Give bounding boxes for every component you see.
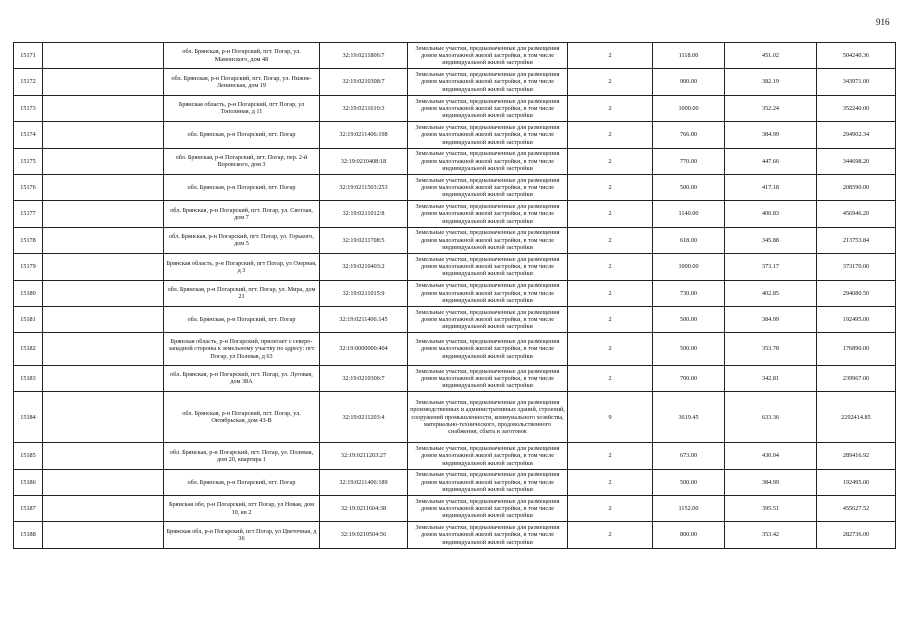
- specific-value-cell: 430.04: [725, 443, 817, 469]
- permitted-use-cell: Земельные участки, предназначенные для размещения домов малоэтажной жилой застройки, в том числе индивидуальной жилой застройки: [408, 43, 568, 69]
- permitted-use-cell: Земельные участки, предназначенные для размещения домов малоэтажной жилой застройки, в том числе индивидуальной жилой застройки: [408, 174, 568, 200]
- row-number-cell: 15180: [14, 280, 43, 306]
- table-row: [14, 174, 896, 200]
- use-group-cell: 2: [568, 522, 653, 548]
- table-row: [14, 254, 896, 280]
- cadastral-value-cell: 456946.20: [817, 201, 896, 227]
- area-cell: 900.00: [653, 69, 725, 95]
- permitted-use-cell: Земельные участки, предназначенные для размещения домов малоэтажной жилой застройки, в том числе индивидуальной жилой застройки: [408, 333, 568, 366]
- blank-cell: [43, 43, 164, 69]
- use-group-cell: 2: [568, 43, 653, 69]
- cadastral-number-cell: 32:19:0210308:7: [320, 69, 408, 95]
- blank-cell: [43, 469, 164, 495]
- permitted-use-cell: Земельные участки, предназначенные для размещения домов малоэтажной жилой застройки, в том числе индивидуальной жилой застройки: [408, 469, 568, 495]
- cadastral-value-cell: 2292414.85: [817, 392, 896, 443]
- area-cell: 766.00: [653, 122, 725, 148]
- cadastral-value-cell: 504240.36: [817, 43, 896, 69]
- cadastral-value-cell: 208590.00: [817, 174, 896, 200]
- use-group-cell: 2: [568, 227, 653, 253]
- address-cell: обл. Брянская, р-н Погарский, пгт. Погар: [164, 122, 320, 148]
- blank-cell: [43, 306, 164, 332]
- area-cell: 1140.00: [653, 201, 725, 227]
- row-number-cell: 15176: [14, 174, 43, 200]
- blank-cell: [43, 174, 164, 200]
- cadastral-value-cell: 373170.00: [817, 254, 896, 280]
- specific-value-cell: 400.83: [725, 201, 817, 227]
- specific-value-cell: 402.85: [725, 280, 817, 306]
- permitted-use-cell: Земельные участки, предназначенные для размещения производственных и административных зданий, строений, сооружений промышленности, коммунального хозяйства, материально-технического, продовольственного снабжения, сбыта и заготовок: [408, 392, 568, 443]
- blank-cell: [43, 443, 164, 469]
- table-row: [14, 95, 896, 121]
- table-row: [14, 392, 896, 443]
- permitted-use-cell: Земельные участки, предназначенные для размещения домов малоэтажной жилой застройки, в том числе индивидуальной жилой застройки: [408, 443, 568, 469]
- row-number-cell: 15177: [14, 201, 43, 227]
- blank-cell: [43, 495, 164, 521]
- area-cell: 730.00: [653, 280, 725, 306]
- blank-cell: [43, 365, 164, 391]
- row-number-cell: 15172: [14, 69, 43, 95]
- use-group-cell: 2: [568, 174, 653, 200]
- cadastral-value-cell: 213753.84: [817, 227, 896, 253]
- specific-value-cell: 384.99: [725, 469, 817, 495]
- cadastral-number-cell: 32:19:0211708:5: [320, 227, 408, 253]
- blank-cell: [43, 148, 164, 174]
- address-cell: обл. Брянская, р-н Погарский, пгт. Погар: [164, 306, 320, 332]
- area-cell: 1000.00: [653, 254, 725, 280]
- cadastral-number-cell: 32:19:0211604:38: [320, 495, 408, 521]
- blank-cell: [43, 280, 164, 306]
- address-cell: Брянская область, р-н Погарский, пгт Погар, ул Тополиная, д 11: [164, 95, 320, 121]
- use-group-cell: 2: [568, 469, 653, 495]
- permitted-use-cell: Земельные участки, предназначенные для размещения домов малоэтажной жилой застройки, в том числе индивидуальной жилой застройки: [408, 280, 568, 306]
- cadastral-number-cell: 32:19:0211406:189: [320, 469, 408, 495]
- address-cell: Брянская область, р-н Погарский, пгт Погар, ул Озерная, д 3: [164, 254, 320, 280]
- permitted-use-cell: Земельные участки, предназначенные для размещения домов малоэтажной жилой застройки, в том числе индивидуальной жилой застройки: [408, 306, 568, 332]
- cadastral-number-cell: 32:19:0211203:27: [320, 443, 408, 469]
- blank-cell: [43, 227, 164, 253]
- cadastral-number-cell: 32:19:0211610:3: [320, 95, 408, 121]
- specific-value-cell: 373.17: [725, 254, 817, 280]
- address-cell: обл. Брянская, р-н Погарский, пгт. Погар, ул. Мира, дом 21: [164, 280, 320, 306]
- use-group-cell: 2: [568, 201, 653, 227]
- permitted-use-cell: Земельные участки, предназначенные для размещения домов малоэтажной жилой застройки, в том числе индивидуальной жилой застройки: [408, 522, 568, 548]
- row-number-cell: 15183: [14, 365, 43, 391]
- table-row: [14, 443, 896, 469]
- address-cell: обл. Брянская, р-н Погарский, пгт. Погар, пер. 2-й Воровского, дом 3: [164, 148, 320, 174]
- address-cell: обл. Брянская, р-н Погарский, пгт. Погар: [164, 174, 320, 200]
- specific-value-cell: 633.36: [725, 392, 817, 443]
- row-number-cell: 15173: [14, 95, 43, 121]
- row-number-cell: 15185: [14, 443, 43, 469]
- row-number-cell: 15182: [14, 333, 43, 366]
- cadastral-value-cell: 282736.00: [817, 522, 896, 548]
- area-cell: 500.00: [653, 174, 725, 200]
- use-group-cell: 2: [568, 69, 653, 95]
- specific-value-cell: 342.81: [725, 365, 817, 391]
- specific-value-cell: 447.66: [725, 148, 817, 174]
- blank-cell: [43, 392, 164, 443]
- address-cell: обл. Брянская, р-н Погарский, пгт. Погар, ул. Нижне-Ленинская, дом 19: [164, 69, 320, 95]
- specific-value-cell: 352.24: [725, 95, 817, 121]
- cadastral-number-cell: 32:19:0210408:18: [320, 148, 408, 174]
- table-row: [14, 306, 896, 332]
- cadastral-number-cell: 32:19:0210403:2: [320, 254, 408, 280]
- cadastral-number-cell: 32:19:0211503:253: [320, 174, 408, 200]
- specific-value-cell: 345.88: [725, 227, 817, 253]
- table-row: [14, 227, 896, 253]
- cadastral-number-cell: 32:19:0210504:56: [320, 522, 408, 548]
- cadastral-number-cell: 32:19:0211406:145: [320, 306, 408, 332]
- table-row: [14, 69, 896, 95]
- permitted-use-cell: Земельные участки, предназначенные для размещения домов малоэтажной жилой застройки, в том числе индивидуальной жилой застройки: [408, 254, 568, 280]
- permitted-use-cell: Земельные участки, предназначенные для размещения домов малоэтажной жилой застройки, в том числе индивидуальной жилой застройки: [408, 148, 568, 174]
- cadastral-number-cell: 32:19:0211806:7: [320, 43, 408, 69]
- table-row: [14, 43, 896, 69]
- permitted-use-cell: Земельные участки, предназначенные для размещения домов малоэтажной жилой застройки, в том числе индивидуальной жилой застройки: [408, 201, 568, 227]
- use-group-cell: 2: [568, 306, 653, 332]
- specific-value-cell: 384.99: [725, 122, 817, 148]
- blank-cell: [43, 522, 164, 548]
- row-number-cell: 15171: [14, 43, 43, 69]
- address-cell: Брянская обл, р-н Погарский, пгт Погар, ул Цветочная, д 36: [164, 522, 320, 548]
- row-number-cell: 15188: [14, 522, 43, 548]
- address-cell: обл. Брянская, р-н Погарский, пгт. Погар: [164, 469, 320, 495]
- cadastral-number-cell: 32:19:0210306:7: [320, 365, 408, 391]
- blank-cell: [43, 95, 164, 121]
- area-cell: 618.00: [653, 227, 725, 253]
- area-cell: 1152.00: [653, 495, 725, 521]
- table-body: [14, 43, 896, 549]
- use-group-cell: 2: [568, 495, 653, 521]
- area-cell: 673.00: [653, 443, 725, 469]
- cadastral-number-cell: 32:19:0211203:4: [320, 392, 408, 443]
- permitted-use-cell: Земельные участки, предназначенные для размещения домов малоэтажной жилой застройки, в том числе индивидуальной жилой застройки: [408, 95, 568, 121]
- use-group-cell: 2: [568, 254, 653, 280]
- blank-cell: [43, 333, 164, 366]
- cadastral-value-cell: 343971.00: [817, 69, 896, 95]
- cadastral-value-cell: 192495.00: [817, 469, 896, 495]
- table-row: [14, 522, 896, 548]
- address-cell: обл. Брянская, р-н Погарский, пгт. Погар, ул. Полевая, дом 20, квартира 1: [164, 443, 320, 469]
- use-group-cell: 2: [568, 122, 653, 148]
- area-cell: 800.00: [653, 522, 725, 548]
- address-cell: обл. Брянская, р-н Погарский, пгт. Погар, ул. Светлая, дом 7: [164, 201, 320, 227]
- cadastral-value-cell: 294080.50: [817, 280, 896, 306]
- address-cell: обл. Брянская, р-н Погарский, пгт. Погар, ул. Горького, дом 5: [164, 227, 320, 253]
- address-cell: обл. Брянская, р-н Погарский, пгт. Погар, ул. Луговая, дом 38А: [164, 365, 320, 391]
- cadastral-value-cell: 192495.00: [817, 306, 896, 332]
- area-cell: 500.00: [653, 469, 725, 495]
- table-row: [14, 201, 896, 227]
- table-row: [14, 495, 896, 521]
- area-cell: 1118.00: [653, 43, 725, 69]
- area-cell: 1000.00: [653, 95, 725, 121]
- permitted-use-cell: Земельные участки, предназначенные для размещения домов малоэтажной жилой застройки, в том числе индивидуальной жилой застройки: [408, 69, 568, 95]
- specific-value-cell: 382.19: [725, 69, 817, 95]
- specific-value-cell: 395.51: [725, 495, 817, 521]
- address-cell: обл. Брянская, р-н Погарский, пгт. Погар, ул. Мамонского, дом 48: [164, 43, 320, 69]
- specific-value-cell: 451.02: [725, 43, 817, 69]
- row-number-cell: 15178: [14, 227, 43, 253]
- blank-cell: [43, 122, 164, 148]
- table-row: [14, 469, 896, 495]
- cadastral-value-cell: 455627.52: [817, 495, 896, 521]
- permitted-use-cell: Земельные участки, предназначенные для размещения домов малоэтажной жилой застройки, в том числе индивидуальной жилой застройки: [408, 122, 568, 148]
- permitted-use-cell: Земельные участки, предназначенные для размещения домов малоэтажной жилой застройки, в том числе индивидуальной жилой застройки: [408, 495, 568, 521]
- use-group-cell: 2: [568, 95, 653, 121]
- use-group-cell: 2: [568, 280, 653, 306]
- specific-value-cell: 353.42: [725, 522, 817, 548]
- table-row: [14, 122, 896, 148]
- cadastral-number-cell: 32:19:0211406:198: [320, 122, 408, 148]
- specific-value-cell: 417.18: [725, 174, 817, 200]
- table-row: [14, 148, 896, 174]
- address-cell: Брянская обл, р-н Погарский, пгт Погар, ул Новая, дом 10, кв 2: [164, 495, 320, 521]
- table-row: [14, 365, 896, 391]
- area-cell: 3619.45: [653, 392, 725, 443]
- area-cell: 500.00: [653, 306, 725, 332]
- use-group-cell: 2: [568, 443, 653, 469]
- blank-cell: [43, 254, 164, 280]
- row-number-cell: 15187: [14, 495, 43, 521]
- cadastral-value-table: [13, 42, 896, 549]
- use-group-cell: 2: [568, 333, 653, 366]
- use-group-cell: 9: [568, 392, 653, 443]
- cadastral-value-cell: 289416.92: [817, 443, 896, 469]
- area-cell: 700.00: [653, 365, 725, 391]
- row-number-cell: 15186: [14, 469, 43, 495]
- area-cell: 500.00: [653, 333, 725, 366]
- cadastral-value-cell: 294902.34: [817, 122, 896, 148]
- cadastral-number-cell: 32:19:0211012:8: [320, 201, 408, 227]
- permitted-use-cell: Земельные участки, предназначенные для размещения домов малоэтажной жилой застройки, в том числе индивидуальной жилой застройки: [408, 365, 568, 391]
- cadastral-value-cell: 239967.00: [817, 365, 896, 391]
- row-number-cell: 15181: [14, 306, 43, 332]
- cadastral-number-cell: 32:19:0211015:9: [320, 280, 408, 306]
- blank-cell: [43, 69, 164, 95]
- table-row: [14, 280, 896, 306]
- address-cell: обл. Брянская, р-н Погарский, пгт. Погар, ул. Октябрьская, дом 43-В: [164, 392, 320, 443]
- row-number-cell: 15174: [14, 122, 43, 148]
- row-number-cell: 15179: [14, 254, 43, 280]
- specific-value-cell: 353.78: [725, 333, 817, 366]
- cadastral-value-cell: 352240.00: [817, 95, 896, 121]
- cadastral-number-cell: 32:19:0000000:404: [320, 333, 408, 366]
- address-cell: Брянская область, р-н Погарский, прилегает с северо-западной стороны к земельному участку по адресу: пгт Погар, ул Полевая, д 63: [164, 333, 320, 366]
- table-row: [14, 333, 896, 366]
- cadastral-value-cell: 344698.20: [817, 148, 896, 174]
- use-group-cell: 2: [568, 365, 653, 391]
- blank-cell: [43, 201, 164, 227]
- use-group-cell: 2: [568, 148, 653, 174]
- permitted-use-cell: Земельные участки, предназначенные для размещения домов малоэтажной жилой застройки, в том числе индивидуальной жилой застройки: [408, 227, 568, 253]
- row-number-cell: 15175: [14, 148, 43, 174]
- area-cell: 770.00: [653, 148, 725, 174]
- specific-value-cell: 384.99: [725, 306, 817, 332]
- page-number: 916: [876, 17, 890, 27]
- row-number-cell: 15184: [14, 392, 43, 443]
- cadastral-value-cell: 176890.00: [817, 333, 896, 366]
